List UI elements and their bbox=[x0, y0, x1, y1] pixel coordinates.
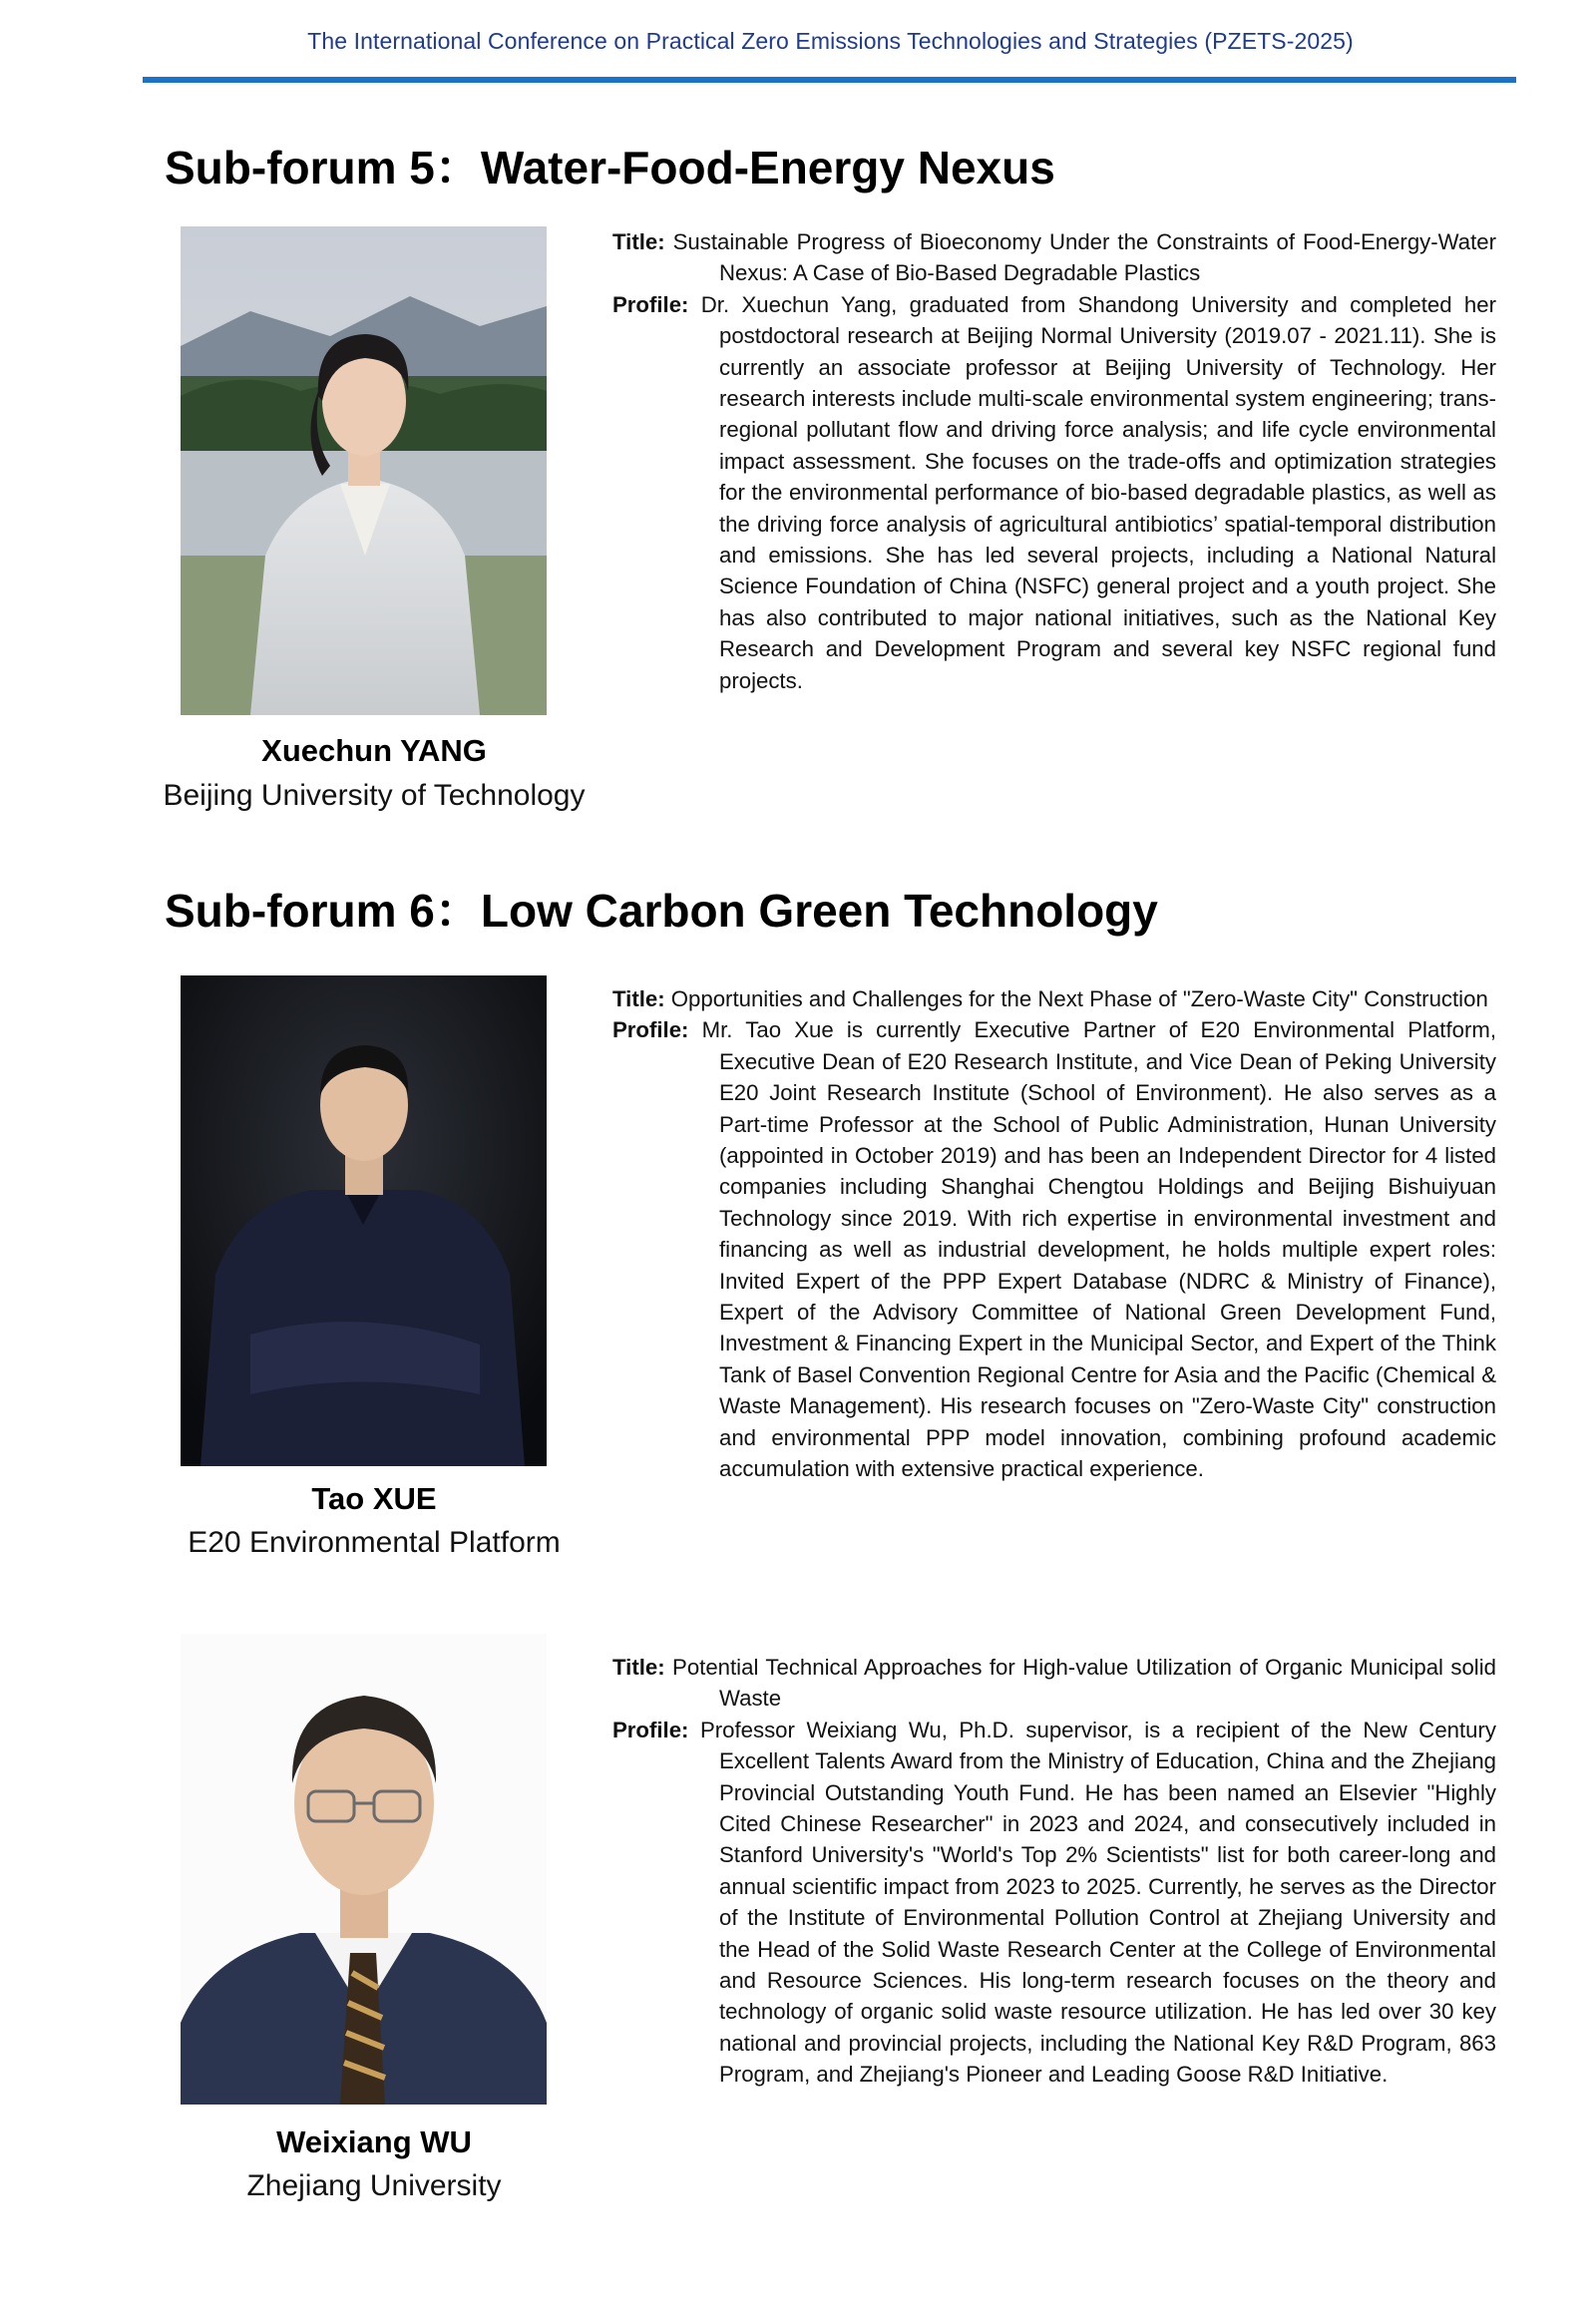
talk-title-row bbox=[612, 1652, 1496, 1715]
speaker-name: Xuechun YANG bbox=[261, 733, 487, 768]
talk-title: Sustainable Progress of Bioeconomy Under the Constraints of Food-Energy-Water Nexus: A Case of Bio-Based Degradable Plastics bbox=[672, 229, 1496, 286]
conference-header: The International Conference on Practical Zero Emissions Technologies and Strategies (PZETS-2025) bbox=[307, 28, 1354, 54]
profile-label: Profile: bbox=[612, 291, 689, 317]
speaker-name: Weixiang WU bbox=[276, 2124, 472, 2159]
speaker-affiliation: Zhejiang University bbox=[246, 2169, 502, 2202]
talk-title: Potential Technical Approaches for High-value Utilization of Organic Municipal solid Waste bbox=[672, 1655, 1497, 1712]
title-label: Title: bbox=[612, 986, 665, 1011]
profile-label: Profile: bbox=[612, 1717, 689, 1742]
portrait-photo-icon bbox=[181, 226, 547, 715]
talk-block-xue bbox=[612, 983, 1496, 1485]
title-label: Title: bbox=[612, 229, 665, 254]
speaker-affiliation: E20 Environmental Platform bbox=[188, 1526, 561, 1559]
speaker-photo-xue bbox=[181, 975, 547, 1466]
portrait-photo-icon bbox=[181, 975, 547, 1466]
profile-text: Professor Weixiang Wu, Ph.D. supervisor, is a recipient of the New Century Excellent Talents Award from the Ministry of Education, China and the Zhejiang Provincial Outstanding Youth Fund. He has been named an Elsevier "Highly Cited Chinese Researcher" in 2023 and 2024, and consecutively included in Stanford University's "World's Top 2% Scientists" list for both career-long and annual scientific impact from 2023 to 2025. Currently, he serves as the Director of the Institute of Environmental Pollution Control at Zhejiang University and the Head of the Solid Waste Research Center at the College of Environmental and Resource Sciences. His long-term research focuses on the theory and technology of organic solid waste resource utilization. He has led over 30 key national and provincial projects, including the National Key R&D Program, 863 Program, and Zhejiang's Pioneer and Leading Goose R&D Initiative. bbox=[699, 1717, 1496, 2088]
portrait-photo-icon bbox=[181, 1634, 547, 2105]
profile-label: Profile: bbox=[612, 1017, 689, 1043]
profile-row bbox=[612, 1014, 1496, 1484]
profile-row bbox=[612, 289, 1496, 696]
speaker-photo-yang bbox=[181, 226, 547, 715]
header-rule bbox=[143, 77, 1516, 83]
speaker-photo-wu bbox=[181, 1634, 547, 2105]
subforum-6-heading: Sub-forum 6：Low Carbon Green Technology bbox=[165, 885, 1158, 937]
profile-text: Dr. Xuechun Yang, graduated from Shandong University and completed her postdoctoral research at Beijing Normal University (2019.07 - 2021.11). She is currently an associate professor at Beijing University of Technology. Her research interests include multi-scale environmental system engineering; trans-regional pollutant flow and driving force analysis; and life cycle environmental impact assessment. She focuses on the trade-offs and optimization strategies for the environmental performance of bio-based degradable plastics, as well as the driving force analysis of agricultural antibiotics’ spatial-temporal distribution and emissions. She has led several projects, including a National Natural Science Foundation of China (NSFC) general project and a youth project. She has also contributed to major national initiatives, such as the National Key Research and Development Program and several key NSFC regional fund projects. bbox=[700, 291, 1497, 693]
speaker-name: Tao XUE bbox=[311, 1481, 437, 1516]
talk-block-yang bbox=[612, 226, 1496, 696]
profile-text: Mr. Tao Xue is currently Executive Partner of E20 Environmental Platform, Executive Dean of E20 Research Institute, and Vice Dean of Peking University E20 Joint Research Institute (School of Environment). He also serves as a Part-time Professor at the School of Public Administration, Hunan University (appointed in October 2019) and has been an Independent Director for 4 listed companies including Shanghai Chengtou Holdings and Beijing Bishuiyuan Technology since 2019. With rich expertise in environmental investment and financing as well as industrial development, he holds multiple expert roles: Invited Expert of the PPP Expert Database (NDRC & Ministry of Finance), Expert of the Advisory Committee of National Green Development Fund, Investment & Financing Expert in the Municipal Sector, and Expert of the Think Tank of Basel Convention Regional Centre for Asia and the Pacific (Chemical & Waste Management). His research focuses on "Zero-Waste City" construction and environmental PPP model innovation, combining profound academic accumulation with extensive practical experience. bbox=[701, 1017, 1497, 1482]
speaker-affiliation: Beijing University of Technology bbox=[163, 779, 586, 812]
talk-title-row bbox=[612, 226, 1496, 289]
talk-title-row bbox=[612, 983, 1496, 1014]
profile-row bbox=[612, 1715, 1496, 2091]
title-label: Title: bbox=[612, 1655, 665, 1680]
subforum-5-heading: Sub-forum 5：Water-Food-Energy Nexus bbox=[165, 142, 1055, 193]
talk-block-wu bbox=[612, 1652, 1496, 2091]
talk-title: Opportunities and Challenges for the Next Phase of "Zero-Waste City" Construction bbox=[670, 986, 1488, 1011]
